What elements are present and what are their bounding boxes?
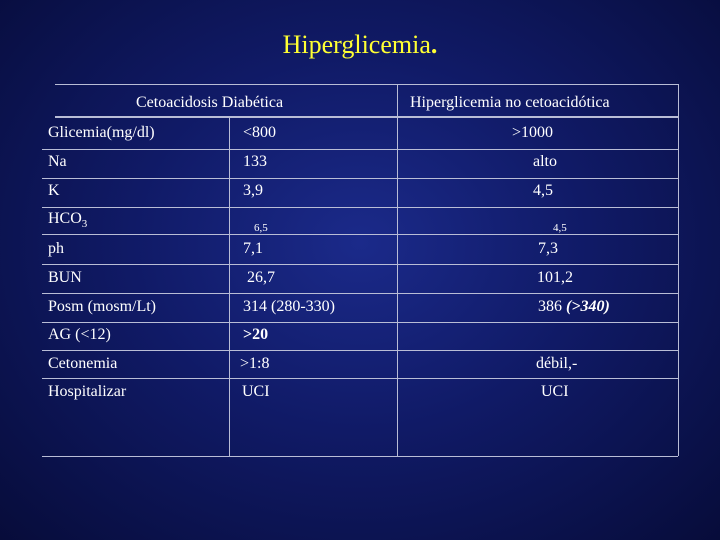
- row-label-text: HCO: [48, 210, 82, 227]
- table-rule: [42, 350, 678, 351]
- row-label: K: [48, 182, 60, 199]
- table-rule-header-bottom: [55, 116, 678, 118]
- row-label: Cetonemia: [48, 355, 118, 372]
- row-label: Posm (mosm/Lt): [48, 298, 157, 315]
- table-divider-right-edge: [678, 84, 679, 456]
- table-rule: [42, 178, 678, 179]
- row-dka-value: >20: [243, 326, 269, 343]
- table-divider-label-col: [229, 118, 230, 456]
- row-dka-value: 26,7: [247, 269, 275, 286]
- row-hhs-value: 101,2: [537, 269, 573, 286]
- row-dka-value: 314 (280-330): [243, 298, 335, 315]
- row-dka-value: >1:8: [240, 355, 270, 372]
- row-hhs-value: 4,5: [533, 182, 553, 199]
- table-rule-header-top: [55, 84, 678, 85]
- row-label: Hospitalizar: [48, 383, 127, 400]
- row-label: Na: [48, 153, 67, 170]
- row-dka-value: 7,1: [243, 240, 263, 257]
- table-rule: [42, 264, 678, 265]
- row-dka-value: <800: [243, 124, 277, 141]
- row-hhs-value: 4,5: [553, 222, 567, 234]
- header-hhs: Hiperglicemia no cetoacidótica: [410, 94, 610, 111]
- table-rule-bottom: [42, 456, 678, 457]
- slide-title-text: Hiperglicemia: [282, 30, 431, 59]
- row-hhs-value-range: (>340): [566, 298, 610, 315]
- row-dka-value: 133: [243, 153, 267, 170]
- row-hhs-value: UCI: [541, 383, 569, 400]
- table-rule: [42, 234, 678, 235]
- table-rule: [42, 207, 678, 208]
- table-divider-header: [397, 84, 398, 116]
- table-rule: [42, 378, 678, 379]
- row-label: AG (<12): [48, 326, 111, 343]
- row-hhs-value-main: 386: [538, 298, 562, 315]
- row-hhs-value: >1000: [512, 124, 554, 141]
- table-rule: [42, 322, 678, 323]
- row-label: ph: [48, 240, 64, 257]
- row-dka-value: 3,9: [243, 182, 263, 199]
- row-label-subscript: 3: [81, 218, 88, 231]
- row-hhs-value: [538, 297, 610, 317]
- row-label: Glicemia(mg/dl): [48, 124, 155, 141]
- table-divider-value-col: [397, 118, 398, 456]
- row-dka-value: 6,5: [254, 222, 268, 234]
- row-label: [48, 209, 87, 234]
- table-rule: [42, 293, 678, 294]
- slide-title-dot: .: [430, 30, 438, 59]
- row-hhs-value: 7,3: [538, 240, 558, 257]
- row-hhs-value: débil,-: [536, 355, 578, 372]
- row-hhs-value: alto: [533, 153, 557, 170]
- row-dka-value: UCI: [242, 383, 270, 400]
- table-rule: [42, 149, 678, 150]
- header-dka: Cetoacidosis Diabética: [136, 94, 284, 111]
- row-label: BUN: [48, 269, 82, 286]
